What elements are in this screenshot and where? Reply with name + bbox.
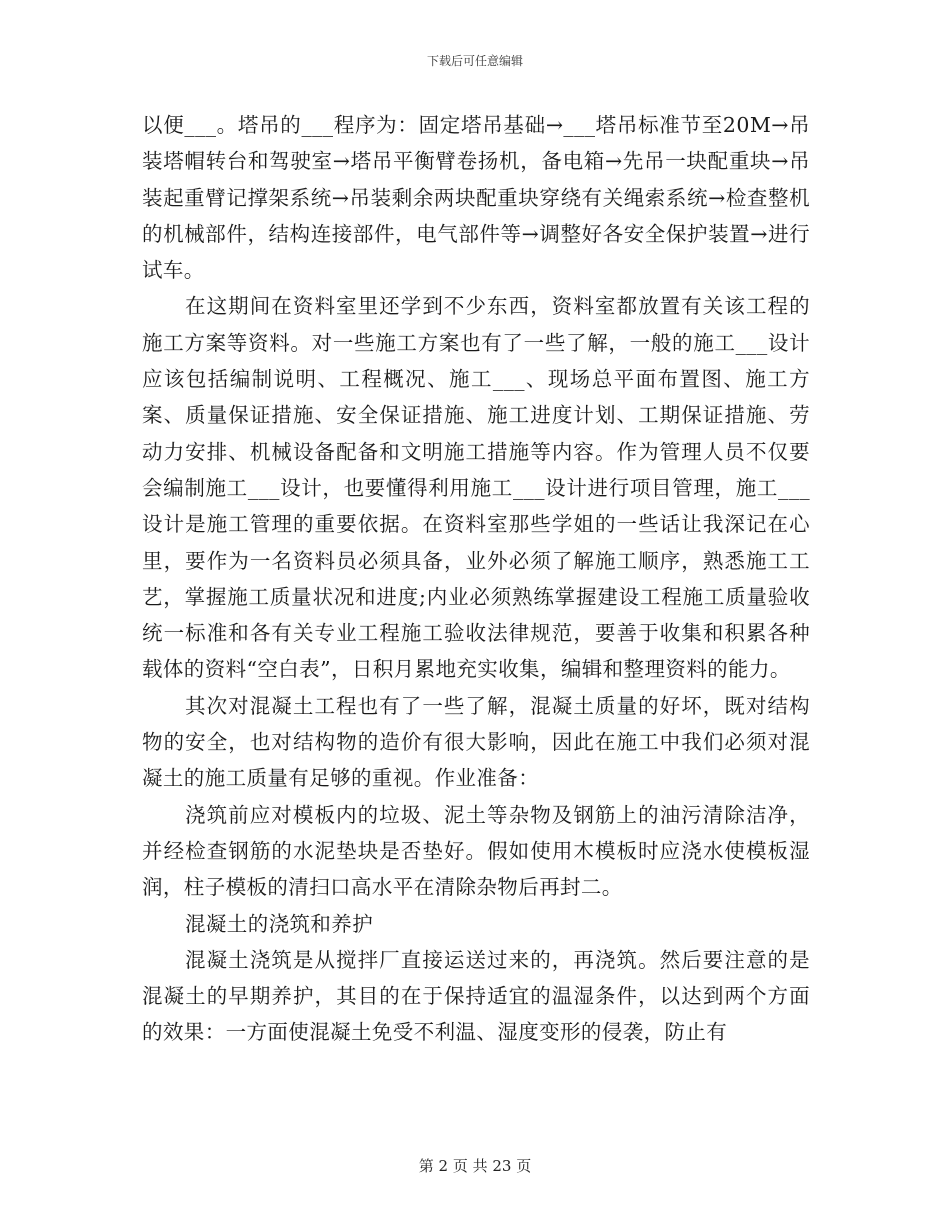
page-number: 第 2 页 共 23 页 xyxy=(418,1157,532,1175)
paragraph-concrete-intro: 其次对混凝土工程也有了一些了解，混凝土质量的好坏，既对结构物的安全，也对结构物的造价有很大影响，因此在施工中我们必须对混凝土的施工质量有足够的重视。作业准备： xyxy=(142,693,810,791)
header-note: 下载后可任意编辑 xyxy=(426,54,523,68)
paragraph-document-room: 在这期间在资料室里还学到不少东西，资料室都放置有关该工程的施工方案等资料。对一些施工方案也有了一些了解，一般的施工___设计应该包括编制说明、工程概况、施工___、现场总平面布置图、施工方案、质量保证措施、安全保证措施、施工进度计划、工期保证措施、劳动力安排、机械设备配备和文明施工措施等内容。作为管理人员不仅要会编制施工___设计，也要懂得利用施工___设计进行项目管理，施工___设计是施工管理的重要依据。在资料室那些学姐的一些话让我深记在心里，要作为一名资料员必须具备，业外必须了解施工顺序，熟悉施工工艺，掌握施工质量状况和进度;内业必须熟练掌握建设工程施工质量验收统一标准和各有关专业工程施工验收法律规范，要善于收集和积累各种载体的资料“空白表”，日积月累地充实收集，编辑和整理资料的能力。 xyxy=(142,294,810,682)
page-header xyxy=(0,53,950,69)
paragraph-tower-crane-procedure: 以便___。塔吊的___程序为：固定塔吊基础→___塔吊标准节至20M→吊装塔帽转台和驾驶室→塔吊平衡臂卷扬机，备电箱→先吊一块配重块→吊装起重臂记撑架系统→吊装剩余两块配重块穿绕有关绳索系统→检查整机的机械部件，结构连接部件，电气部件等→调整好各安全保护装置→进行试车。 xyxy=(142,113,810,283)
page-footer xyxy=(0,1156,950,1176)
paragraph-subheading-pouring-curing: 混凝土的浇筑和养护 xyxy=(185,911,374,936)
paragraph-pouring-curing: 混凝土浇筑是从搅拌厂直接运送过来的，再浇筑。然后要注意的是混凝土的早期养护，其目的在于保持适宜的温湿条件，以达到两个方面的效果：一方面使混凝土免受不利温、湿度变形的侵袭，防止有 xyxy=(142,947,810,1045)
paragraph-pouring-preparation: 浇筑前应对模板内的垃圾、泥土等杂物及钢筋上的油污清除洁净，并经检查钢筋的水泥垫块是否垫好。假如使用木模板时应浇水使模板湿润，柱子模板的清扫口高水平在清除杂物后再封二。 xyxy=(142,802,810,900)
document-body xyxy=(142,107,810,1051)
